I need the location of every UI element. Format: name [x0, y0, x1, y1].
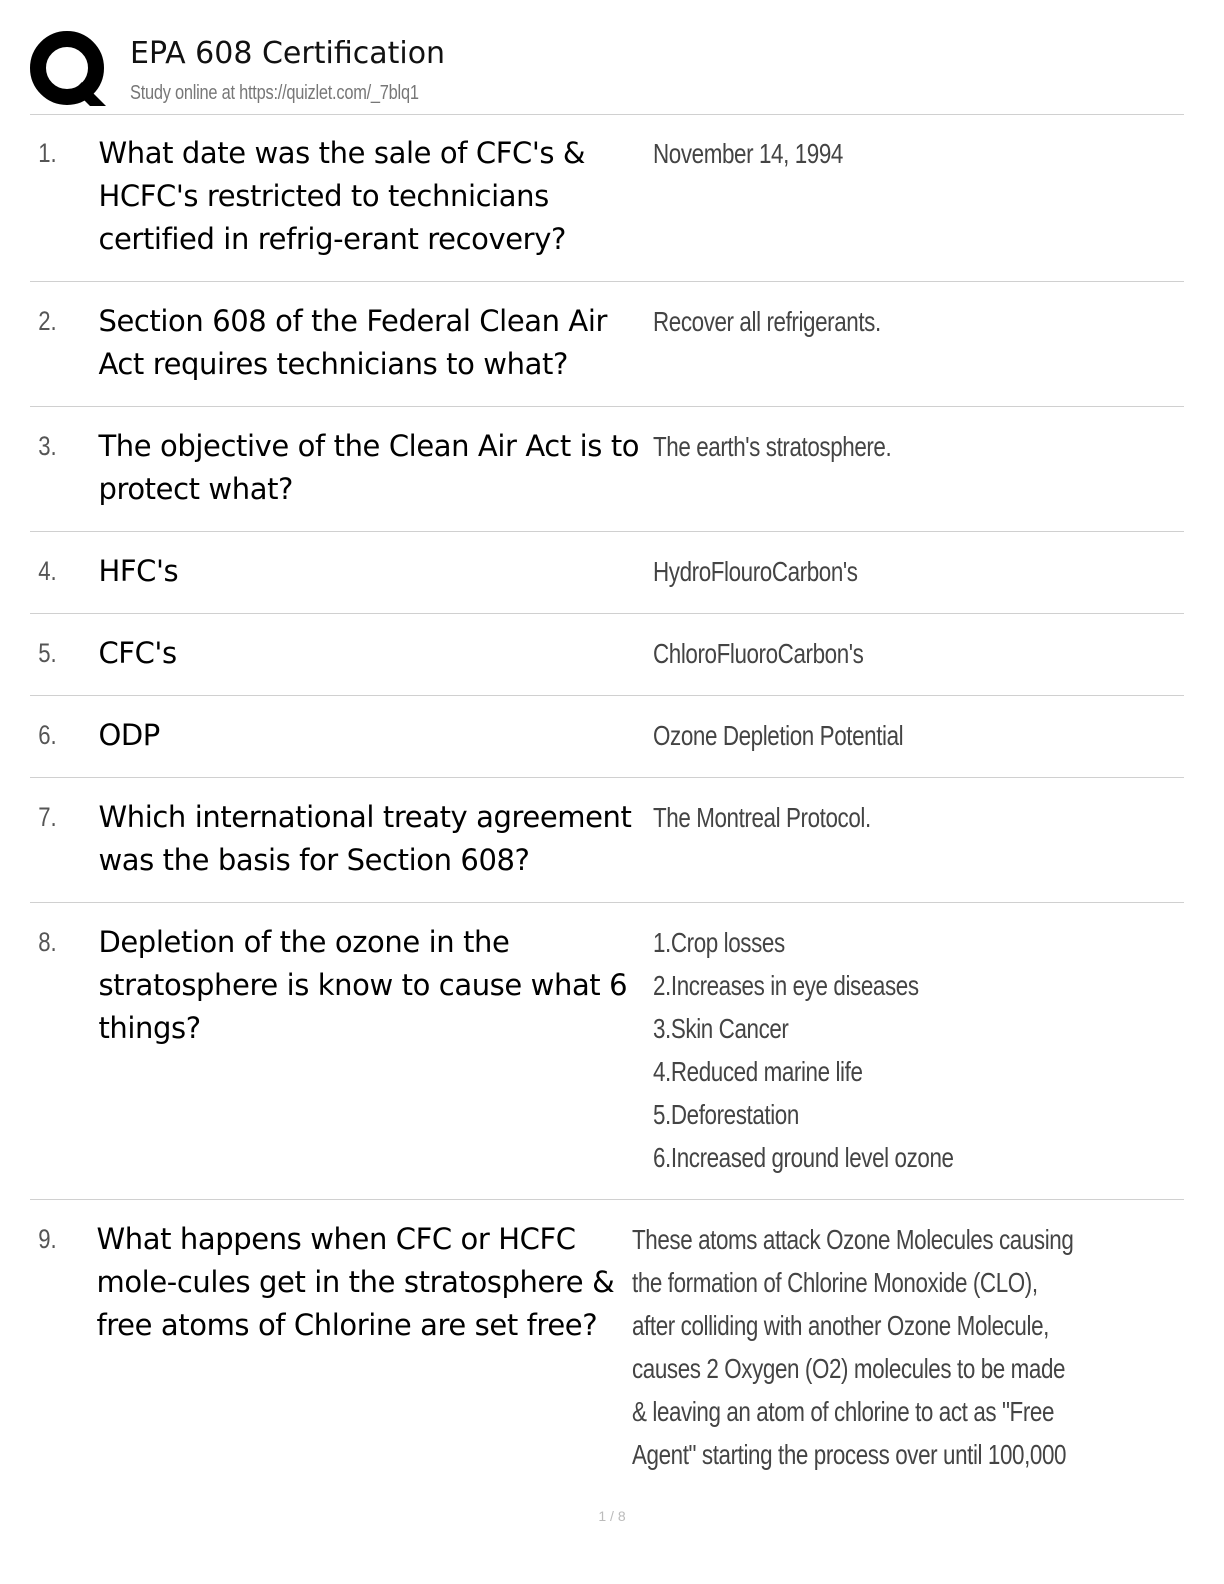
- flashcard-row: [30, 1200, 1184, 1496]
- definition-line: 5.Deforestation: [652, 1099, 799, 1130]
- card-definition: [653, 300, 1078, 386]
- card-number: 6.: [38, 720, 57, 750]
- definition-line: These atoms attack Ozone Molecules causing: [632, 1224, 1074, 1255]
- flashcard-list: [30, 114, 1184, 1496]
- card-term: The objective of the Clean Air Act is to protect what?: [98, 429, 640, 506]
- card-definition: [653, 714, 1078, 757]
- flashcard-row: [30, 696, 1184, 778]
- card-number: 7.: [38, 802, 57, 832]
- definition-line: 3.Skin Cancer: [652, 1013, 789, 1044]
- card-number: 2.: [38, 306, 57, 336]
- card-number: 3.: [38, 431, 57, 461]
- definition-line: Agent" starting the process over until 100,000: [632, 1439, 1067, 1470]
- flashcard-row: [30, 282, 1184, 407]
- card-definition: [653, 796, 1078, 882]
- flashcard-row: [30, 532, 1184, 614]
- definition-line: after colliding with another Ozone Molecule,: [632, 1310, 1050, 1341]
- card-definition: [653, 632, 1078, 675]
- definition-line: 1.Crop losses: [652, 927, 785, 958]
- definition-line: November 14, 1994: [652, 138, 843, 169]
- page-header: [30, 28, 1184, 115]
- definition-line: 6.Increased ground level ozone: [652, 1142, 954, 1173]
- card-number: 4.: [38, 556, 57, 586]
- study-link[interactable]: Study online at https://quizlet.com/_7blq1: [130, 82, 419, 104]
- flashcard-row: [30, 778, 1184, 903]
- card-definition: [653, 425, 1078, 511]
- page-title: EPA 608 Certification: [130, 36, 446, 71]
- flashcard-row: [30, 903, 1184, 1200]
- card-term: Depletion of the ozone in the stratosphere is know to cause what 6 things?: [98, 925, 628, 1045]
- flashcard-row: [30, 114, 1184, 282]
- page-number: 1 / 8: [598, 1508, 626, 1524]
- card-definition: [632, 1218, 1073, 1476]
- card-term: Which international treaty agreement was the basis for Section 608?: [98, 800, 632, 877]
- definition-line: causes 2 Oxygen (O2) molecules to be made: [632, 1353, 1066, 1384]
- card-number: 5.: [38, 638, 57, 668]
- definition-line: Recover all refrigerants.: [652, 306, 881, 337]
- definition-line: HydroFlouroCarbon's: [652, 556, 858, 587]
- card-number: 8.: [38, 927, 57, 957]
- definition-line: The earth's stratosphere.: [652, 431, 892, 462]
- card-number: 9.: [38, 1224, 57, 1254]
- flashcard-row: [30, 614, 1184, 696]
- card-term: What happens when CFC or HCFC mole-cules get in the stratosphere & free atoms of Chlorine are set free?: [96, 1222, 615, 1342]
- quizlet-logo-icon: [30, 30, 110, 110]
- definition-line: 2.Increases in eye diseases: [652, 970, 919, 1001]
- card-term: CFC's: [98, 636, 177, 670]
- card-term: ODP: [98, 718, 160, 752]
- definition-line: & leaving an atom of chlorine to act as "Free: [632, 1396, 1055, 1427]
- card-definition: [653, 550, 1078, 593]
- card-number: 1.: [38, 138, 57, 168]
- definition-line: Ozone Depletion Potential: [652, 720, 903, 751]
- card-definition: [653, 132, 1078, 261]
- card-term: What date was the sale of CFC's & HCFC's restricted to technicians certified in refrig-erant recovery?: [98, 136, 586, 256]
- definition-line: ChloroFluoroCarbon's: [652, 638, 864, 669]
- definition-line: The Montreal Protocol.: [652, 802, 871, 833]
- card-term: Section 608 of the Federal Clean Air Act requires technicians to what?: [98, 304, 608, 381]
- flashcard-row: [30, 407, 1184, 532]
- card-term: HFC's: [98, 554, 179, 588]
- definition-line: the formation of Chlorine Monoxide (CLO),: [632, 1267, 1038, 1298]
- definition-line: 4.Reduced marine life: [652, 1056, 863, 1087]
- card-definition: [653, 921, 1078, 1179]
